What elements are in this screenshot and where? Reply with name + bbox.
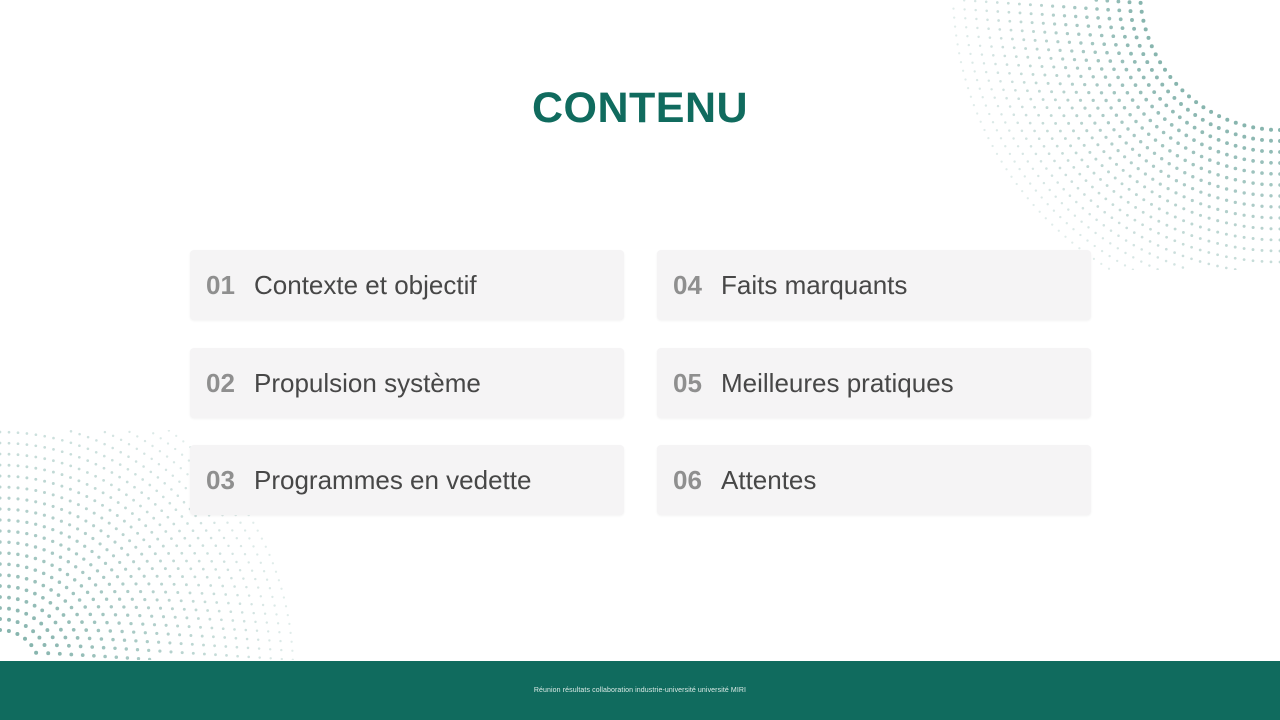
- agenda-item-number: 01: [206, 269, 235, 300]
- agenda-item-number: 04: [673, 269, 702, 300]
- agenda-item-number: 06: [673, 464, 702, 495]
- agenda-item-label: Programmes en vedette: [254, 464, 532, 495]
- agenda-item-number: 03: [206, 464, 235, 495]
- footer-text: Réunion résultats collaboration industrie-université université MIRI: [533, 687, 747, 694]
- footer-bar: [0, 661, 1280, 720]
- slide-title: CONTENU: [531, 84, 749, 132]
- dot-pattern-top-right: [950, 0, 1280, 270]
- agenda-item-expectations: [657, 445, 1091, 515]
- agenda-item-label: Faits marquants: [721, 269, 908, 300]
- agenda-item-context: [190, 250, 624, 320]
- agenda-item-highlights: [657, 250, 1091, 320]
- agenda-item-number: 02: [206, 367, 235, 398]
- agenda-item-label: Contexte et objectif: [254, 269, 477, 300]
- agenda-item-programs: [190, 445, 624, 515]
- agenda-item-label: Meilleures pratiques: [721, 367, 954, 398]
- agenda-item-propulsion: [190, 348, 624, 418]
- agenda-item-number: 05: [673, 367, 702, 398]
- agenda-grid: [190, 250, 1090, 516]
- agenda-item-label: Attentes: [721, 464, 817, 495]
- agenda-item-best-practices: [657, 348, 1091, 418]
- agenda-item-label: Propulsion système: [254, 367, 481, 398]
